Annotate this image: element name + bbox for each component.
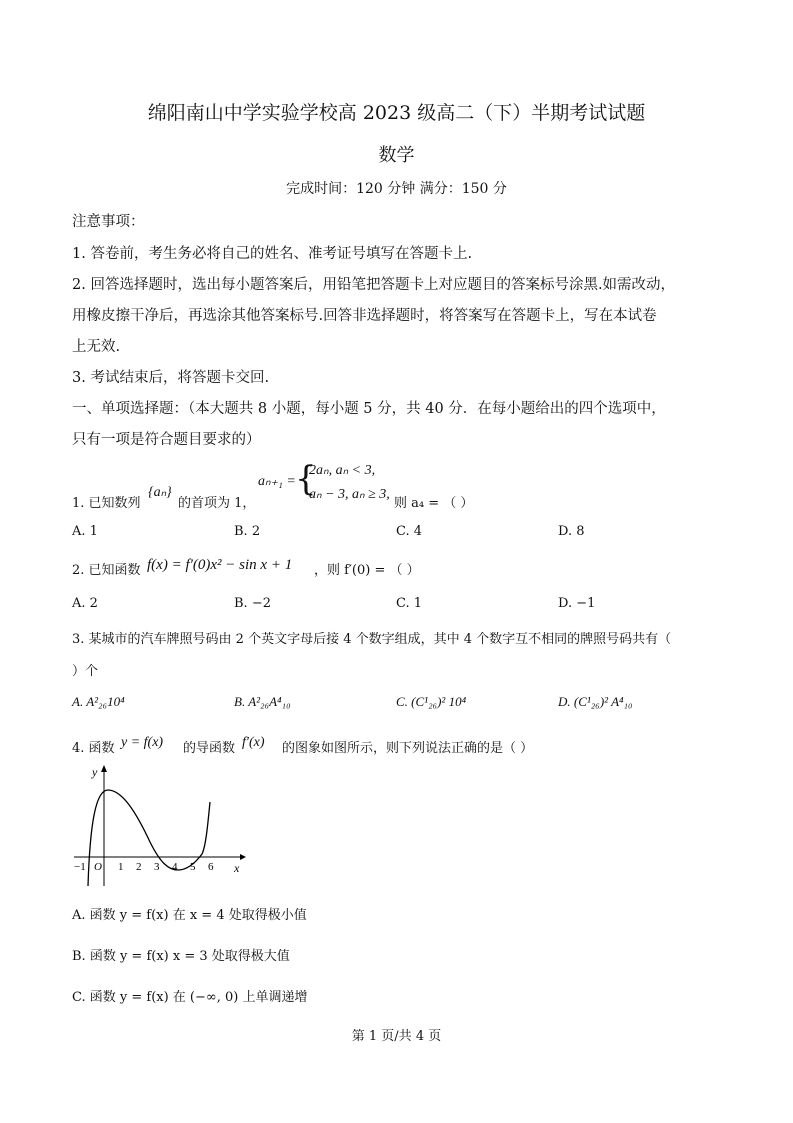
q3-option-b[interactable]: B. A²₂₆A⁴₁₀: [234, 694, 291, 709]
tick-label-1: 1: [118, 861, 124, 873]
note-item-2: 2. 回答选择题时，选出每小题答案后，用铅笔把答题卡上对应题目的答案标号涂黑.如需改动，: [72, 277, 676, 293]
q1-option-d[interactable]: D. 8: [558, 524, 585, 539]
x-axis-label: x: [234, 861, 240, 875]
q1-sequence: {aₙ}: [148, 485, 172, 500]
q4-prefix: 4. 函数: [72, 741, 115, 756]
note-item-1: 1. 答卷前，考生务必将自己的姓名、准考证号填写在答题卡上.: [72, 246, 473, 262]
note-item-3: 3. 考试结束后，将答题卡交回.: [72, 370, 270, 386]
tick-label-neg1: −1: [74, 861, 86, 873]
y-axis-label: y: [92, 765, 98, 779]
q4-option-c[interactable]: C. 函数 y = f(x) 在 (−∞, 0) 上单调递增: [72, 990, 308, 1005]
q2-option-b[interactable]: B. −2: [234, 596, 271, 611]
note-item-2-cont: 用橡皮擦干净后，再选涂其他答案标号.回答非选择题时，将答案写在答题卡上，写在本试卷: [72, 308, 657, 324]
tick-label-3: 3: [154, 861, 160, 873]
subject-title: 数学: [378, 145, 415, 166]
q1-mid: 的首项为 1，: [178, 496, 256, 511]
tick-label-6: 6: [208, 861, 214, 873]
q1-prefix: 1. 已知数列: [72, 496, 141, 511]
x-axis-arrow-icon: [240, 854, 246, 860]
page-title: 绵阳南山中学实验学校高 2023 级高二（下）半期考试试题: [147, 102, 646, 124]
q3-option-a[interactable]: A. A²₂₆10⁴: [72, 694, 125, 709]
q4-derivative: f′(x): [242, 735, 265, 750]
section-heading: 一、单项选择题：（本大题共 8 小题，每小题 5 分，共 40 分．在每小题给出的四个选项中，: [72, 401, 666, 417]
q4-option-b[interactable]: B. 函数 y = f(x) x = 3 处取得极大值: [72, 949, 290, 964]
q3-text-cont: ）个: [72, 664, 99, 679]
q1-option-c[interactable]: C. 4: [396, 524, 423, 539]
q1-recurrence-lhs: aₙ₊₁ =: [258, 474, 296, 489]
tick-label-4: 4: [172, 861, 178, 873]
y-axis-arrow-icon: [101, 765, 107, 772]
q2-option-a[interactable]: A. 2: [72, 596, 98, 611]
q2-prefix: 2. 已知函数: [72, 563, 141, 578]
q1-option-a[interactable]: A. 1: [72, 524, 98, 539]
exam-info: 完成时间：120 分钟 满分：150 分: [286, 181, 507, 197]
q3-option-c[interactable]: C. (C¹₂₆)² 10⁴: [396, 694, 467, 709]
q4-function: y = f(x): [121, 735, 164, 750]
derivative-graph: [70, 762, 250, 890]
note-item-2-end: 上无效.: [72, 339, 121, 355]
q2-option-c[interactable]: C. 1: [396, 596, 423, 611]
q2-question: ，则 f′(0) = （ ）: [314, 563, 420, 578]
q2-option-d[interactable]: D. −1: [558, 596, 596, 611]
q4-question: 的图象如图所示，则下列说法正确的是（ ）: [282, 741, 534, 756]
q1-case-2: aₙ − 3, aₙ ≥ 3,: [309, 487, 390, 502]
q4-option-a[interactable]: A. 函数 y = f(x) 在 x = 4 处取得极小值: [72, 908, 307, 923]
q3-text: 3. 某城市的汽车牌照号码由 2 个英文字母后接 4 个数字组成，其中 4 个数字互不相同的牌照号码共有（: [72, 632, 672, 647]
q1-case-1: 2aₙ, aₙ < 3,: [309, 463, 376, 478]
notes-heading: 注意事项：: [72, 214, 145, 230]
tick-label-5: 5: [190, 861, 196, 873]
section-heading-cont: 只有一项是符合题目要求的）: [72, 432, 261, 448]
tick-label-2: 2: [136, 861, 142, 873]
q3-option-d[interactable]: D. (C¹₂₆)² A⁴₁₀: [558, 694, 633, 709]
q1-option-b[interactable]: B. 2: [234, 524, 261, 539]
q1-brace: {: [295, 459, 317, 499]
q1-question: 则 a₄ = （ ）: [394, 496, 474, 511]
q4-mid: 的导函数: [183, 741, 236, 756]
origin-label: O: [94, 861, 102, 873]
q2-formula: f(x) = f′(0)x² − sin x + 1: [147, 557, 293, 573]
page-footer: 第 1 页/共 4 页: [351, 1029, 442, 1044]
